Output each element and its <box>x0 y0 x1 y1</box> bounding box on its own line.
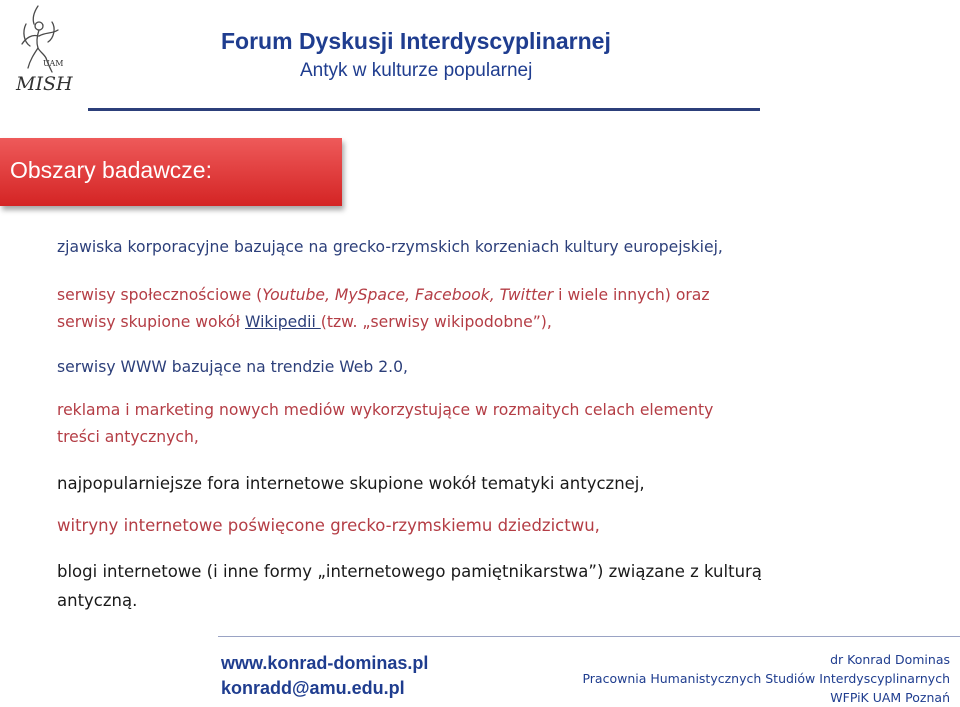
logo-uam-text: UAM <box>43 59 64 68</box>
list-item-text: antyczną. <box>57 591 138 610</box>
list-item-text: i wiele innych) oraz <box>553 286 710 304</box>
list-item-italic-text: Youtube, MySpace, Facebook, Twitter <box>262 286 554 304</box>
list-item-text: najpopularniejsze fora internetowe skupione wokół tematyki antycznej, <box>57 474 645 493</box>
logo-figure-icon <box>8 2 74 98</box>
list-item-text: (tzw. „serwisy wikipodobne”), <box>320 313 552 331</box>
website-link[interactable]: www.konrad-dominas.pl <box>221 653 429 673</box>
list-item-text: reklama i marketing nowych mediów wykorzystujące w rozmaitych celach elementy <box>57 401 714 419</box>
list-item <box>57 469 645 498</box>
wikipedia-link[interactable]: Wikipedii <box>245 313 321 331</box>
list-item <box>57 282 710 336</box>
section-banner <box>0 138 342 206</box>
list-item-text: zjawiska korporacyjne bazujące na grecko-rzymskich korzeniach kultury europejskiej, <box>57 238 723 256</box>
list-item-text: serwisy społecznościowe ( <box>57 286 263 304</box>
header-divider <box>88 108 760 111</box>
lab-name: Pracownia Humanistycznych Studiów Interdyscyplinarnych <box>582 671 950 686</box>
list-item-text: blogi internetowe (i inne formy „internetowego pamiętnikarstwa”) związane z kulturą <box>57 562 762 581</box>
list-item <box>57 234 723 261</box>
page-subtitle: Antyk w kulturze popularnej <box>300 60 533 81</box>
list-item-line <box>57 282 710 309</box>
logo-mish-text: MISH <box>16 73 73 95</box>
list-item-text: serwisy skupione wokół <box>57 313 245 331</box>
footer-contact <box>221 651 428 701</box>
email-link[interactable]: konradd@amu.edu.pl <box>221 678 405 698</box>
list-item <box>57 397 713 451</box>
list-item-text: witryny internetowe poświęcone grecko-rzymskiemu dziedzictwu, <box>57 516 600 535</box>
list-item <box>57 354 408 381</box>
mish-logo <box>8 2 74 98</box>
list-item-line <box>57 309 710 336</box>
list-item-text: serwisy WWW bazujące na trendzie Web 2.0, <box>57 358 409 376</box>
faculty-name: WFPiK UAM Poznań <box>830 690 950 705</box>
section-banner-title: Obszary badawcze: <box>10 157 212 183</box>
author-name: dr Konrad Dominas <box>830 652 950 667</box>
footer-author-info <box>582 650 950 707</box>
list-item <box>57 511 600 540</box>
footer-divider <box>218 636 960 637</box>
list-item-text: treści antycznych, <box>57 428 199 446</box>
page-title: Forum Dyskusji Interdyscyplinarnej <box>221 28 611 54</box>
list-item <box>57 557 762 615</box>
